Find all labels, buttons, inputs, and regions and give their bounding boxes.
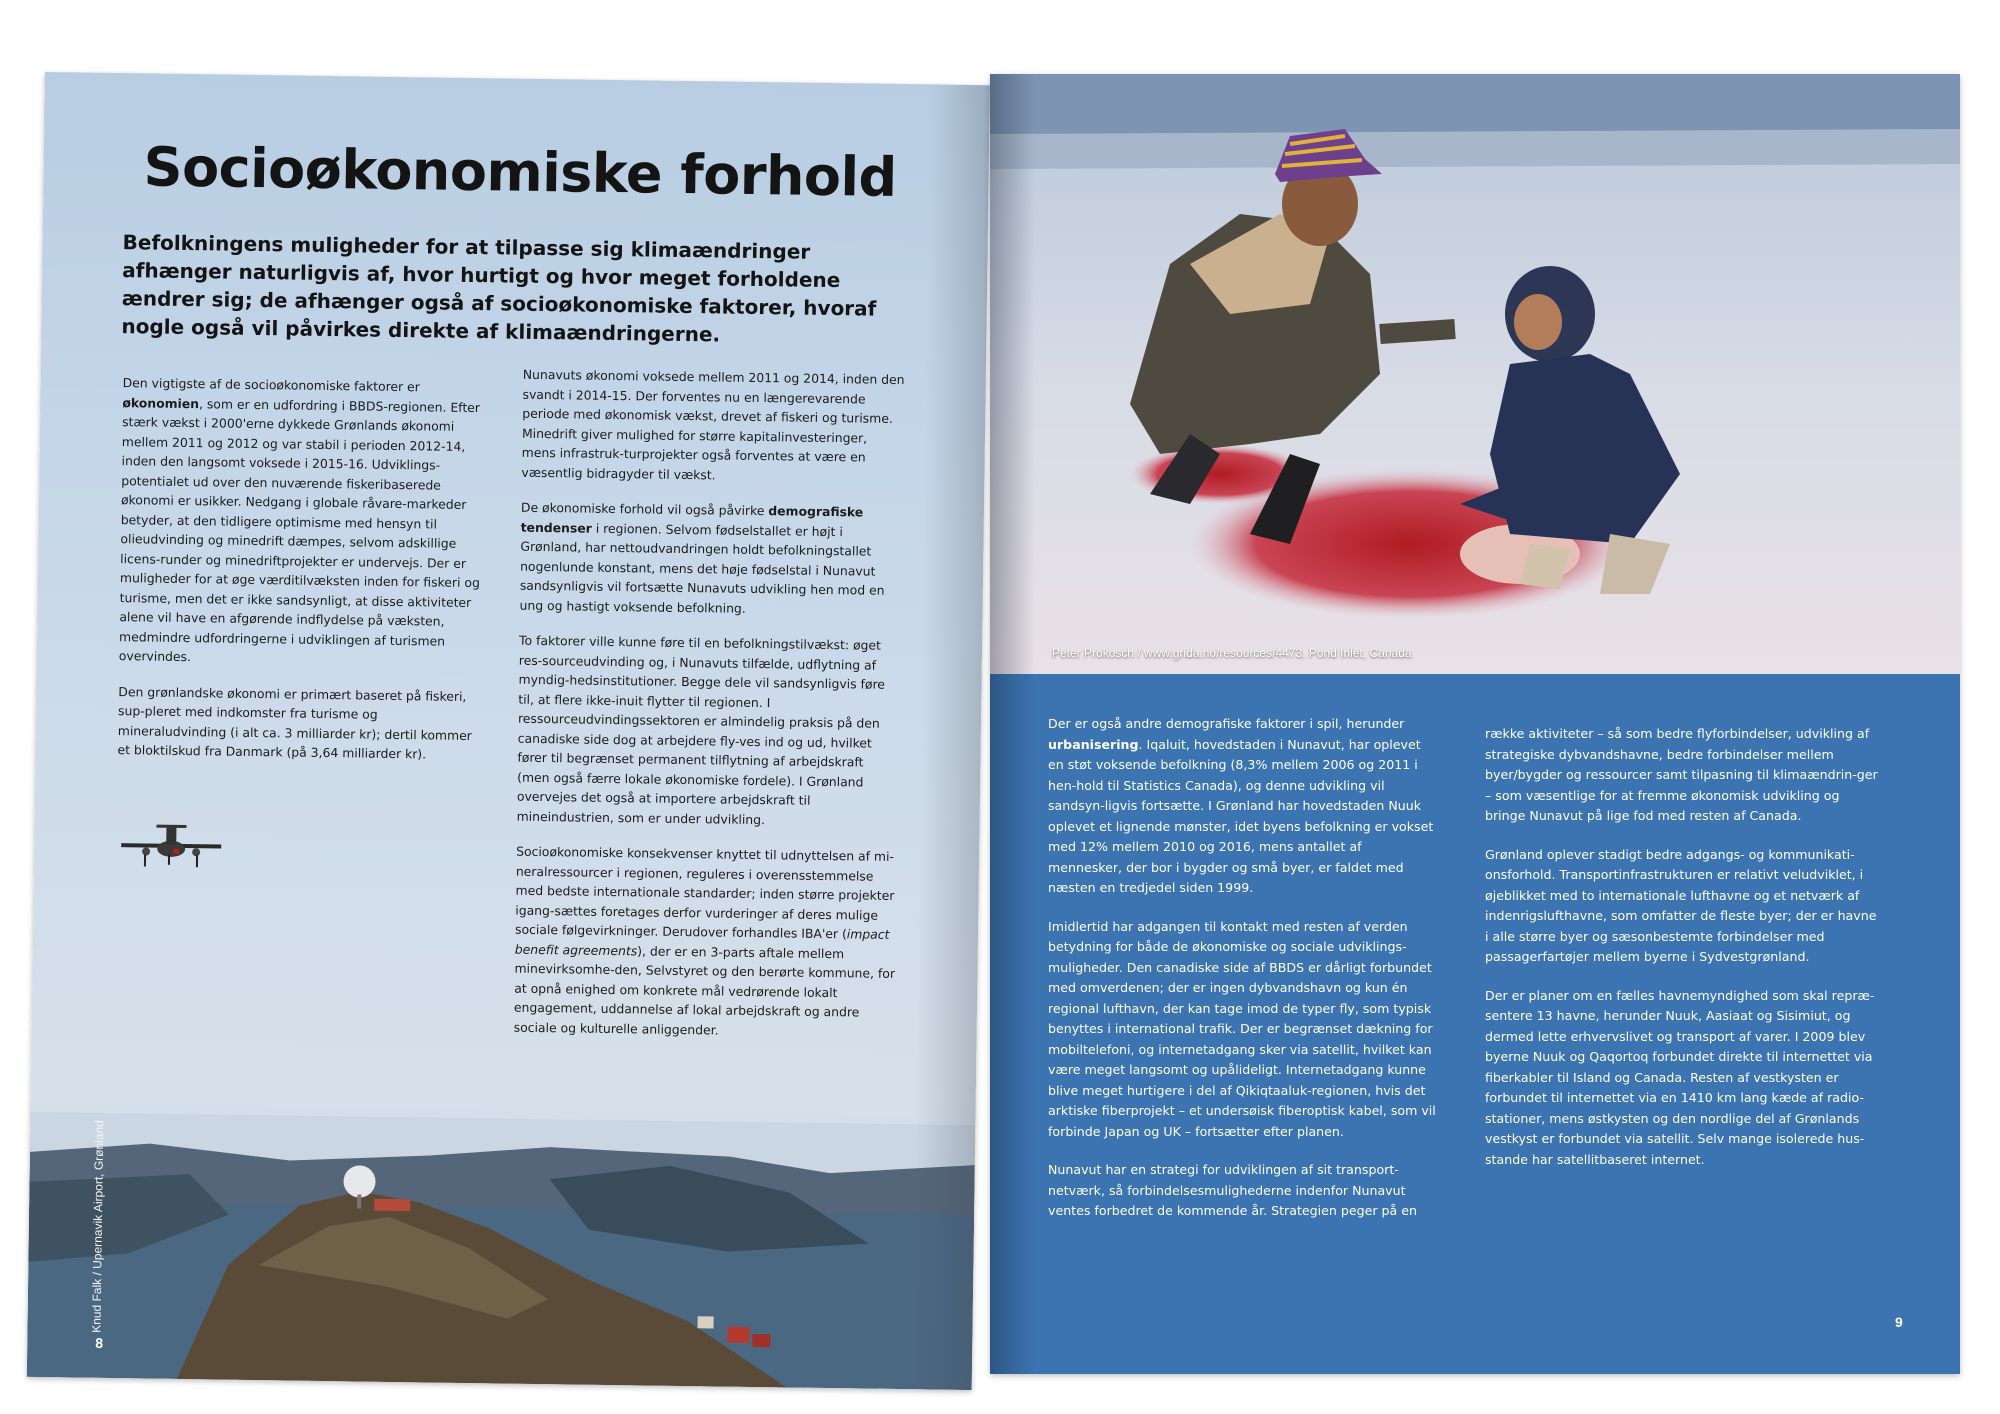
- left-column-1: [117, 373, 493, 781]
- paragraph: De økonomiske forhold vil også påvirke demografiske tendenser i regionen. Selvom fødselstallet er højt i Grønland, har nettoudvandringen holdt befolkningstallet nogenlunde konstant, mens det høje fødselstal i Nunavut sandsynligvis vil fortsætte Nunavuts udvikling hen mod en ung og hastigt voksende befolkning.: [519, 499, 885, 616]
- photo-credit-vertical: Knud Falk / Upernavik Airport, Grønland: [89, 1119, 107, 1333]
- paragraph: Nunavuts økonomi voksede mellem 2011 og 2014, inden den svandt i 2014-15. Der forventes nu en længerevarende periode med økonomisk vækst, drevet af fiskeri og turisme. Minedrift giver mulighed for større kapitalinvesteringer, mens infrastruk-turprojekter også forventes at være en væsentlig bidragyder til vækst.: [521, 366, 905, 482]
- photo-credit: Peter Prokosch / www.grida.no/resources/4473. Pond Inlet, Canada: [1052, 646, 1412, 660]
- paragraph: Grønland oplever stadigt bedre adgangs- og kommunikati-onsforhold. Transportinfrastrukturen er relativt veludviklet, i øjeblikket med to internationale lufthavne og et netværk af indenrigslufthavne, som omfatter de fleste byer; der er havne i alle større byer og sæsonbestemte forbindelser med passagerfartøjer mellem byerne i Sydvestgrønland.: [1485, 846, 1877, 964]
- right-column-1: [1048, 714, 1438, 1240]
- paragraph: Den vigtigste af de socioøkonomiske faktorer er økonomien, som er en udfordring i BBDS-regionen. Efter stærk vækst i 2000'erne dykkede Grønlands økonomi mellem 2011 og 2012 og var stabil i perioden 2012-14, inden den langsomt voksede i 2015-16. Udviklings-potentialet ud over den nuværende fiskeribaserede økonomi er usikker. Nedgang i globale råvare-markeder betyder, at den tidligere optimisme med hensyn til olieudvinding og minedrift dæmpes, selvom adskillige licens-runder og minedriftprojekter er undervejs. Der er muligheder for at øge værditilvæksten inden for fiskeri og turisme, men det er ikke sandsynligt, at disse aktiviteter alene vil have en afgørende indflydelse på væksten, medmindre udfordringerne i udviklingen af turismen overvindes.: [118, 375, 481, 665]
- paragraph: Der er planer om en fælles havnemyndighed som skal repræ-sentere 13 havne, herunder Nuuk, Aasiaat og Sisimiut, og dermed lette erhvervslivet og transport af varer. I 2009 blev byerne Nuuk og Qaqortoq forbundet direkte til internettet via fiberkabler til Island og Canada. Resten af vestkysten er forbundet til internettet via en 1410 km lang kæde af radio-stationer, mens østkysten og den nordlige del af Grønlands vestkyst er forbundet via satellit. Selv mange isolerede hus-stande har satellitbaseret internet.: [1485, 987, 1875, 1167]
- paragraph: Den grønlandske økonomi er primært baseret på fiskeri, sup-pleret med indkomster fra turisme og mineraludvinding (i alt ca. 3 milliarder kr); dertil kommer et bloktilskud fra Danmark (på 3,64 milliarder kr).: [117, 683, 472, 762]
- airplane-image: [96, 818, 247, 880]
- upernavik-landscape-image: [27, 1112, 976, 1390]
- right-column-2: [1485, 724, 1880, 1188]
- paragraph: Der er også andre demografiske faktorer i spil, herunder urbanisering. Iqaluit, hovedstaden i Nunavut, har oplevet en støt voksende befolkning (8,3% mellem 2006 og 2011 i hen-hold til Statistics Canada), og denne udvikling vil sandsyn-ligvis fortsætte. I Grønland har hovedstaden Nuuk oplevet et lignende mønster, idet byens befolkning er vokset med 12% mellem 2010 og 2016, mens antallet af mennesker, der bor i bygder og små byer, er faldet med næsten en tredjedel siden 1999.: [1048, 716, 1434, 895]
- right-page: [990, 74, 1960, 1374]
- page-number-right: 9: [1895, 1314, 1903, 1330]
- paragraph: række aktiviteter – så som bedre flyforbindelser, udvikling af strategiske dybvandshavne, bedre forbindelser mellem byer/bygder og ressourcer samt tilpasning til klimaændrin-ger – som væsentlige for at fremme økonomisk udvikling og bringe Nunavut på lige fod med resten af Canada.: [1485, 726, 1878, 823]
- page-title: Socioøkonomiske forhold: [143, 135, 898, 209]
- paragraph: Socioøkonomiske konsekvenser knyttet til udnyttelsen af mi-neralressourcer i regionen, reguleres i overensstemmelse med bedste internationale standarder; inden større projekter igang-sættes foretages derfor vurderinger af deres mulige sociale følgevirkninger. Derudover forhandles IBA'er (impact benefit agreements), der er en 3-parts aftale mellem minevirksomhe-den, Selvstyret og den berørte kommune, for at opnå enighed om konkrete mål vedrørende lokalt engagement, uddannelse af lokal arbejdskraft og andre sociale og kulturelle anliggender.: [513, 843, 896, 1037]
- lead-paragraph: Befolkningens muligheder for at tilpasse sig klimaændringer afhænger naturligvis af, hvor hurtigt og hvor meget forholdene ændrer sig; de afhænger også af socioøkonomiske faktorer, hvoraf nogle også vil påvirkes direkte af klimaændringerne.: [121, 230, 877, 347]
- left-page: [27, 72, 990, 1390]
- paragraph: Nunavut har en strategi for udviklingen af sit transport-netværk, så forbindelsesmulighederne indenfor Nunavut ventes forbedret de kommende år. Strategien peger på en: [1048, 1162, 1417, 1218]
- hunters-on-ice-photo: [990, 74, 1960, 674]
- page-number-left: 8: [95, 1334, 104, 1351]
- left-column-2: [513, 365, 905, 1058]
- paragraph: To faktorer ville kunne føre til en befolkningstilvækst: øget res-sourceudvinding og, i Nunavuts tilfælde, udflytning af myndig-hedsinstitutioner. Begge dele vil sandsynligvis føre til, at flere ikke-inuit flytter til regionen. I ressourceudvindingssektoren er almindelig praksis på den canadiske side dog at arbejdere fly-ves ind og ud, hvilket fører til begrænset permanent tilflytning af arbejdskraft (men også færre lokale økonomiske fordele). I Grønland overvejes det også at importere arbejdskraft til mineindustrien, som er under udvikling.: [516, 632, 886, 827]
- paragraph: Imidlertid har adgangen til kontakt med resten af verden betydning for både de økonomiske og sociale udviklings-muligheder. Den canadiske side af BBDS er dårligt forbundet med omverdenen; der er ingen dybvandshavn og kun én regional lufthavn, der kan tage imod de typer fly, som typisk benyttes i international trafik. Der er begrænset dækning for mobiltelefoni, og internetadgang sker via satellit, hvilket kan være meget langsomt og upålideligt. Internetadgang kunne blive meget hurtigere i del af Qikiqtaaluk-regionen, hvis det arktiske fiberprojekt – et undersøisk fiberoptisk kabel, som vil forbinde Japan og UK – fortsætter efter planen.: [1048, 918, 1436, 1139]
